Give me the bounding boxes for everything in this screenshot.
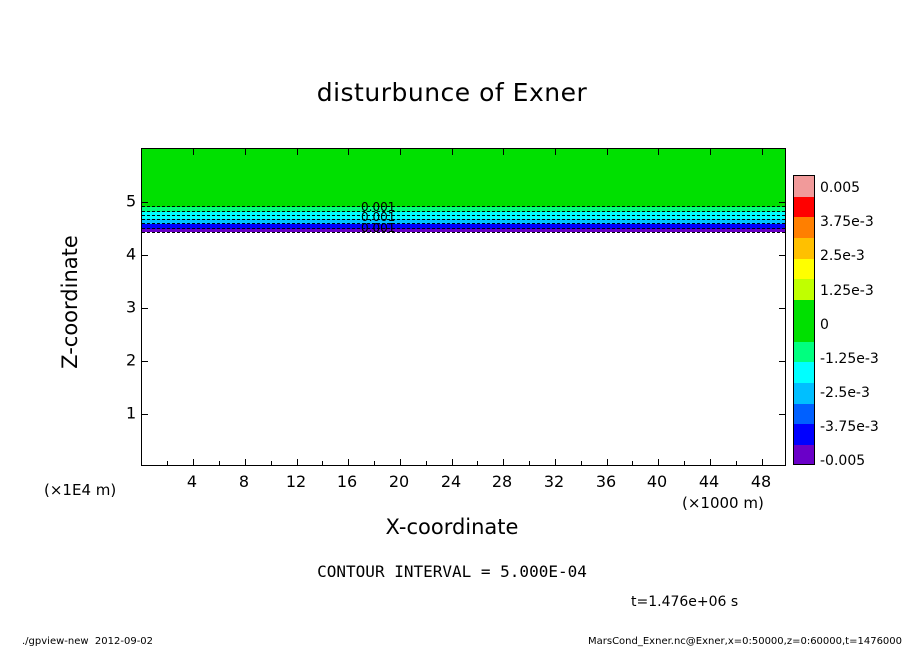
colorbar xyxy=(793,175,815,465)
y-tick xyxy=(142,202,148,203)
x-tick-top xyxy=(193,149,194,155)
colorbar-label: 0.005 xyxy=(820,180,861,196)
colorbar-label: -0.005 xyxy=(820,453,866,469)
x-tick-top xyxy=(245,149,246,155)
colorbar-cell xyxy=(794,445,814,465)
x-tick xyxy=(658,459,659,465)
colorbar-cell xyxy=(794,259,814,280)
footer-right-text: MarsCond_Exner.nc@Exner,x=0:50000,z=0:60000,t=1476000 xyxy=(588,636,903,647)
x-tick-label: 4 xyxy=(186,472,198,491)
y-tick-label: 4 xyxy=(126,244,137,264)
x-tick-label: 36 xyxy=(595,472,617,491)
x-tick xyxy=(245,459,246,465)
x-tick-minor xyxy=(322,461,323,465)
x-tick-label: 28 xyxy=(491,472,513,491)
footer-left-text: ./gpview-new 2012-09-02 xyxy=(22,636,154,647)
x-tick-minor xyxy=(684,461,685,465)
colorbar-label: 1.25e-3 xyxy=(820,283,874,299)
x-tick-label: 20 xyxy=(388,472,410,491)
colorbar-cell xyxy=(794,279,814,300)
contour-line xyxy=(142,206,785,207)
x-tick-label: 48 xyxy=(750,472,772,491)
band-white xyxy=(142,232,785,466)
y-tick-label: 1 xyxy=(126,403,137,423)
y-tick-label: 3 xyxy=(126,297,137,317)
colorbar-label: -1.25e-3 xyxy=(820,351,879,367)
x-tick xyxy=(710,459,711,465)
colorbar-label: 3.75e-3 xyxy=(820,214,874,230)
colorbar-cell xyxy=(794,321,814,342)
x-tick xyxy=(452,459,453,465)
x-tick xyxy=(555,459,556,465)
y-tick-right xyxy=(779,361,785,362)
colorbar-cell xyxy=(794,362,814,383)
colorbar-label: -3.75e-3 xyxy=(820,419,879,435)
colorbar-cell xyxy=(794,404,814,425)
x-tick xyxy=(607,459,608,465)
x-tick-top xyxy=(710,149,711,155)
x-tick-label: 32 xyxy=(543,472,565,491)
x-tick-minor xyxy=(581,461,582,465)
x-tick-minor xyxy=(529,461,530,465)
x-tick-minor xyxy=(374,461,375,465)
x-tick-minor xyxy=(477,461,478,465)
x-tick xyxy=(400,459,401,465)
colorbar-cell xyxy=(794,342,814,363)
x-tick xyxy=(503,459,504,465)
y-tick xyxy=(142,361,148,362)
contour-line xyxy=(142,228,785,229)
contour-interval-label: CONTOUR INTERVAL = 5.000E-04 xyxy=(317,562,587,581)
x-axis-title: X-coordinate xyxy=(385,515,519,539)
x-tick-minor xyxy=(736,461,737,465)
colorbar-cell xyxy=(794,424,814,445)
x-tick-top xyxy=(348,149,349,155)
colorbar-cell xyxy=(794,300,814,321)
y-tick-right xyxy=(779,308,785,309)
x-tick-minor xyxy=(167,461,168,465)
colorbar-label: 0 xyxy=(820,317,829,333)
y-tick-label: 2 xyxy=(126,350,137,370)
x-tick-label: 16 xyxy=(336,472,358,491)
page-title: disturbunce of Exner xyxy=(316,78,588,107)
x-tick-top xyxy=(607,149,608,155)
x-tick-label: 8 xyxy=(238,472,250,491)
x-tick xyxy=(762,459,763,465)
plot-area xyxy=(141,148,786,466)
x-tick-top xyxy=(503,149,504,155)
x-tick-top xyxy=(658,149,659,155)
y-tick-right xyxy=(779,255,785,256)
contour-line xyxy=(142,223,785,224)
contour-line xyxy=(142,232,785,233)
x-tick-top xyxy=(762,149,763,155)
contour-label: 0.001 xyxy=(361,221,396,235)
y-tick-right xyxy=(779,202,785,203)
x-tick-label: 40 xyxy=(646,472,668,491)
x-unit-right-label: (×1000 m) xyxy=(682,494,764,512)
y-tick xyxy=(142,255,148,256)
x-tick-top xyxy=(452,149,453,155)
colorbar-cell xyxy=(794,176,814,197)
contour-line xyxy=(142,219,785,220)
contour-line xyxy=(142,211,785,212)
x-tick-label: 24 xyxy=(440,472,462,491)
x-tick-label: 12 xyxy=(285,472,307,491)
x-tick-top xyxy=(297,149,298,155)
colorbar-cell xyxy=(794,383,814,404)
x-tick-top xyxy=(400,149,401,155)
x-tick-minor xyxy=(271,461,272,465)
band-green xyxy=(142,149,785,207)
x-tick xyxy=(348,459,349,465)
y-tick xyxy=(142,308,148,309)
colorbar-label: -2.5e-3 xyxy=(820,385,870,401)
y-tick-right xyxy=(779,414,785,415)
x-tick xyxy=(297,459,298,465)
time-label: t=1.476e+06 s xyxy=(631,594,739,610)
x-tick xyxy=(193,459,194,465)
colorbar-cell xyxy=(794,238,814,259)
y-tick xyxy=(142,414,148,415)
colorbar-label: 2.5e-3 xyxy=(820,248,865,264)
x-tick-minor xyxy=(219,461,220,465)
colorbar-cell xyxy=(794,217,814,238)
x-unit-left-label: (×1E4 m) xyxy=(44,481,117,499)
x-tick-minor xyxy=(632,461,633,465)
x-tick-label: 44 xyxy=(698,472,720,491)
contour-line xyxy=(142,215,785,216)
x-tick-minor xyxy=(426,461,427,465)
colorbar-cell xyxy=(794,197,814,218)
contour-label: 0.001 xyxy=(361,210,396,224)
contour-label: 0.001 xyxy=(361,200,396,214)
y-axis-title: Z-coordinate xyxy=(58,235,82,369)
x-tick-top xyxy=(555,149,556,155)
y-tick-label: 5 xyxy=(126,191,137,211)
